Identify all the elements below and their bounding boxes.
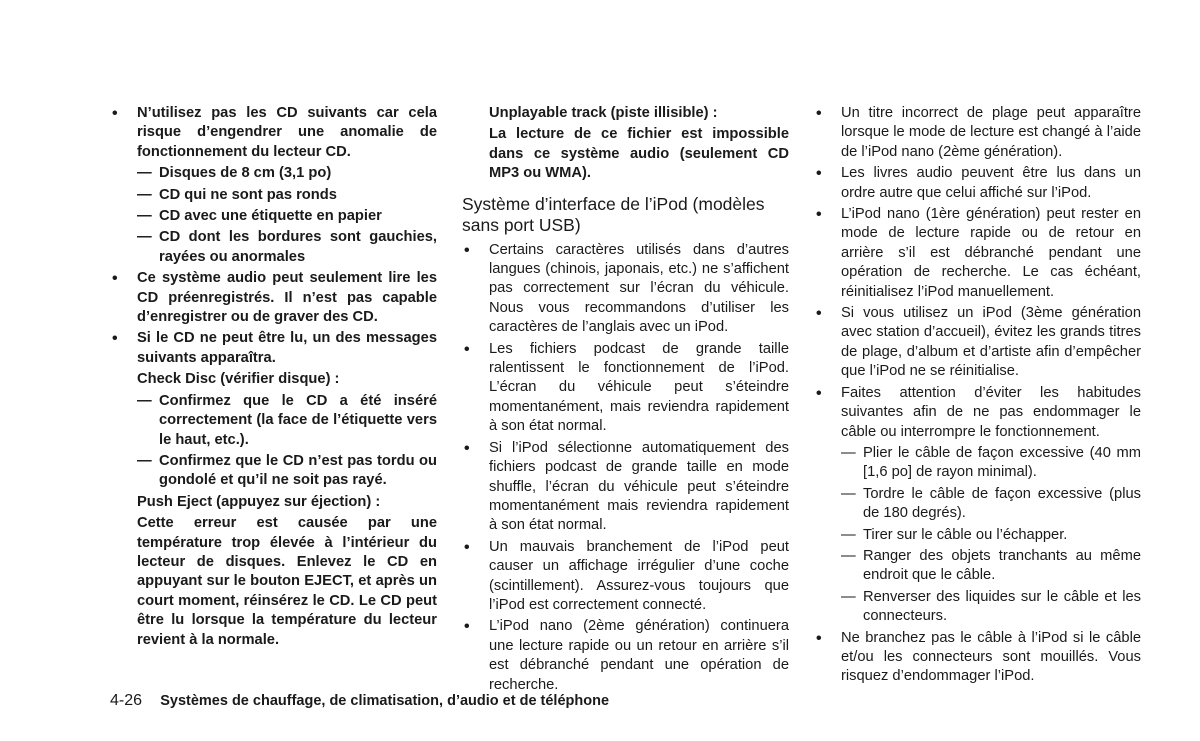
bullet-cable-care: • Faites attention d’éviter les habitudes suivantes afin de ne pas endommager le câble ou interrompre le fonctionnement. — [814, 384, 1141, 442]
footer-title: Systèmes de chauffage, de climatisation, d’audio et de téléphone — [160, 693, 610, 709]
push-eject-text: Cette erreur est causée par une température trop élevée à l’intérieur du lecteur de disques. Enlevez le CD en appuyant sur le bouton EJECT, et après un court moment, réinsérez le CD. Le CD peut être lu lorsque la température du lecteur revient à la normale. — [137, 515, 437, 648]
bullet-audiobooks: • Les livres audio peuvent être lus dans un ordre autre que celui affiché sur l’iPod. — [814, 164, 1141, 203]
page-footer — [110, 692, 609, 710]
push-eject-title: Push Eject (appuyez sur éjection) : — [137, 493, 381, 510]
column-right — [814, 104, 1141, 689]
dash-check-warped: — Confirmez que le CD n’est pas tordu ou gondolé et qu’il ne soit pas rayé. — [110, 452, 437, 491]
dash-pull-cable: — Tirer sur le câble ou l’échapper. — [814, 526, 1141, 545]
bullet-prerecorded-only: • Ce système audio peut seulement lire les CD préenregistrés. Il n’est pas capable d’enregistrer ou de graver des CD. — [110, 269, 437, 327]
dash-bend-cable: — Plier le câble de façon excessive (40 mm [1,6 po] de rayon minimal). — [814, 444, 1141, 483]
section-heading-ipod: Système d’interface de l’iPod (modèles sans port USB) — [462, 193, 765, 236]
dash-paper-label-cds: — CD avec une étiquette en papier — [110, 207, 437, 226]
bullet-ipod-3g: • Si vous utilisez un iPod (3ème génération avec station d’accueil), évitez les grands titres de plage, d’album et d’artiste afin d’empêcher que l’iPod ne se réinitialise. — [814, 304, 1141, 382]
dash-sharp-objects: — Ranger des objets tranchants au même endroit que le câble. — [814, 547, 1141, 586]
bullet-ipod-characters: • Certains caractères utilisés dans d’autres langues (chinois, japonais, etc.) ne s’affichent pas correctement sur l’écran du véhicule. Nous vous recommandons d’utiliser les caractères de l’anglais avec un iPod. — [462, 241, 789, 338]
dash-non-round-cds: — CD qui ne sont pas ronds — [110, 186, 437, 205]
column-middle — [462, 104, 789, 697]
column-left — [110, 104, 437, 652]
dash-spill-liquids: — Renverser des liquides sur le câble et les connecteurs. — [814, 588, 1141, 627]
bullet-unsupported-cds: • N’utilisez pas les CD suivants car cela risque d’engendrer une anomalie de fonctionnement du lecteur CD. — [110, 104, 437, 162]
dash-check-inserted: — Confirmez que le CD a été inséré correctement (la face de l’étiquette vers le haut, etc.). — [110, 392, 437, 450]
page-number: 4-26 — [110, 692, 143, 709]
bullet-ipod-connection: • Un mauvais branchement de l’iPod peut causer un affichage irrégulier d’une coche (scintillement). Assurez-vous toujours que l’iPod est correctement connecté. — [462, 538, 789, 616]
dash-warped-cds: — CD dont les bordures sont gauchies, rayées ou anormales — [110, 228, 437, 267]
bullet-ipod-nano-2: • L’iPod nano (2ème génération) continuera une lecture rapide ou un retour en arrière s’il est débranché pendant une opération de recherche. — [462, 617, 789, 695]
dash-8cm-discs: — Disques de 8 cm (3,1 po) — [110, 164, 437, 183]
bullet-ipod-shuffle: • Si l’iPod sélectionne automatiquement des fichiers podcast de grande taille en mode shuffle, l’écran du véhicule peut s’éteindre momentanément mais reviendra rapidement à son état normal. — [462, 439, 789, 536]
bullet-ipod-podcast-slow: • Les fichiers podcast de grande taille ralentissent le fonctionnement de l’iPod. L’écran du véhicule peut s’éteindre momentanément, mais reviendra rapidement à son état normal. — [462, 340, 789, 437]
bullet-incorrect-title: • Un titre incorrect de plage peut apparaître lorsque le mode de lecture est changé à l’aide de l’iPod nano (2ème génération). — [814, 104, 1141, 162]
unplayable-track-title: Unplayable track (piste illisible) : — [489, 105, 718, 121]
unplayable-track-text: La lecture de ce fichier est impossible dans ce système audio (seulement CD MP3 ou WMA). — [489, 126, 789, 182]
bullet-wet-cable: • Ne branchez pas le câble à l’iPod si le câble et/ou les connecteurs sont mouillés. Vous risquez d’endommager l’iPod. — [814, 629, 1141, 687]
check-disc-title: Check Disc (vérifier disque) : — [137, 371, 340, 388]
bullet-error-messages: • Si le CD ne peut être lu, un des messages suivants apparaîtra. — [110, 329, 437, 368]
dash-twist-cable: — Tordre le câble de façon excessive (plus de 180 degrés). — [814, 485, 1141, 524]
bullet-ipod-nano-1: • L’iPod nano (1ère génération) peut rester en mode de lecture rapide ou de retour en arrière s’il est débranché pendant une opération de recherche. Le cas échéant, réinitialisez l’iPod manuellement. — [814, 205, 1141, 302]
